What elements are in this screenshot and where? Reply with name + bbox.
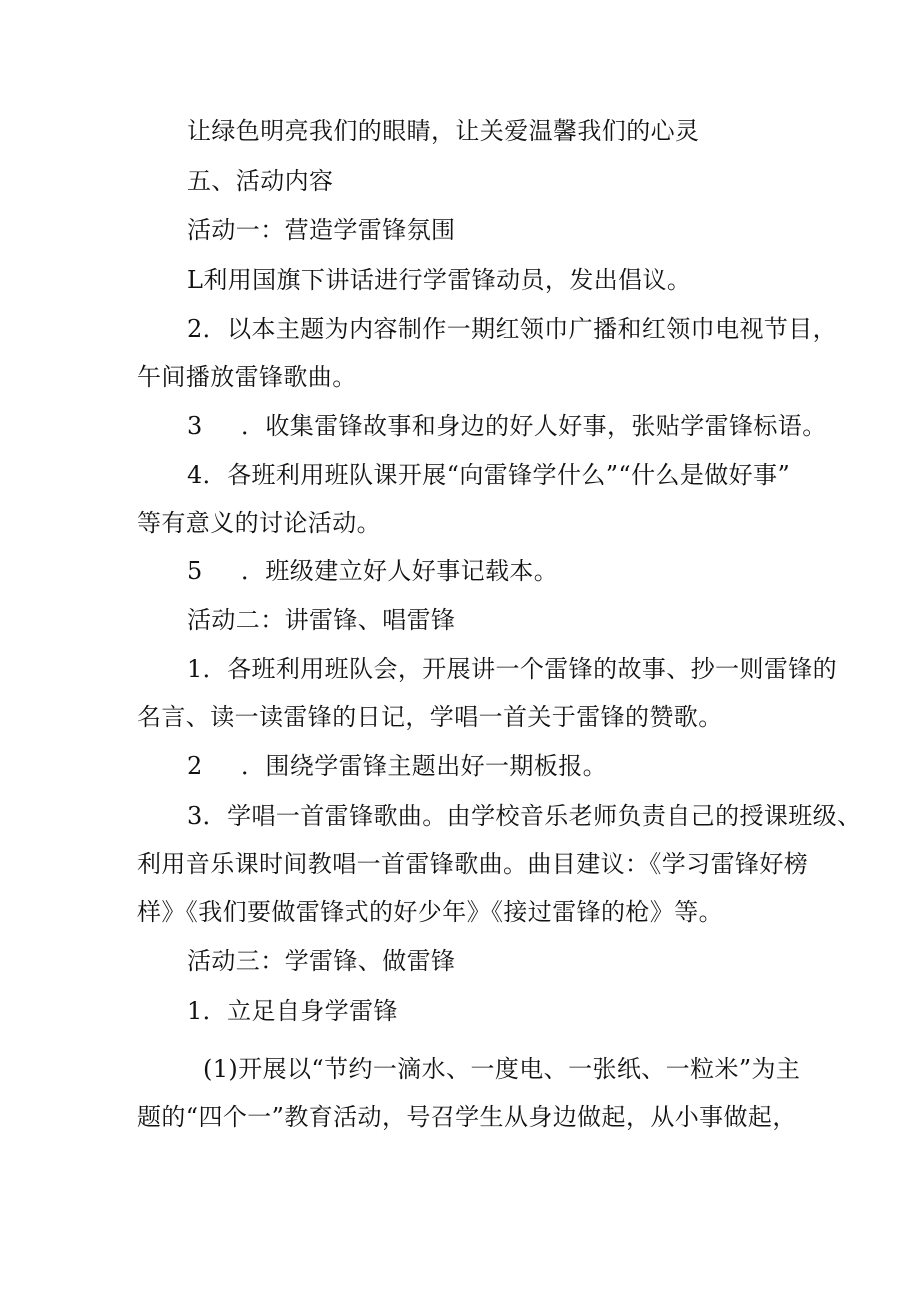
activity-two-item-1-continued: 名言、读一读雷锋的日记，学唱一首关于雷锋的赞歌。 [137,703,723,731]
activity-one-item-1: L利用国旗下讲话进行学雷锋动员，发出倡议。 [187,266,692,294]
activity-one-item-5-number: 5 [187,557,203,585]
activity-one-item-5-text: ．班级建立好人好事记载本。 [241,557,559,585]
activity-two-item-3-continued-b: 样》《我们要做雷锋式的好少年》《接过雷锋的枪》等。 [137,898,723,926]
activity-one-item-2: 2．以本主题为内容制作一期红领巾广播和红领巾电视节目， [187,315,838,343]
paragraph-slogan: 让绿色明亮我们的眼睛，让关爱温馨我们的心灵 [187,117,700,145]
activity-two-heading: 活动二：讲雷锋、唱雷锋 [187,606,456,634]
activity-two-item-3: 3．学唱一首雷锋歌曲。由学校音乐老师负责自己的授课班级、 [187,802,862,830]
activity-two-item-3-continued-a: 利用音乐课时间教唱一首雷锋歌曲。曲目建议：《学习雷锋好榜 [137,850,809,878]
activity-one-heading: 活动一：营造学雷锋氛围 [187,216,456,244]
activity-one-item-3-number: 3 [187,412,203,440]
activity-two-item-2-number: 2 [187,752,203,780]
activity-three-heading: 活动三：学雷锋、做雷锋 [187,947,456,975]
activity-two-item-1: 1．各班利用班队会，开展讲一个雷锋的故事、抄一则雷锋的 [187,655,838,683]
activity-one-item-4: 4．各班利用班队课开展“向雷锋学什么”“什么是做好事” [187,461,791,489]
section-heading-activity-content: 五、活动内容 [187,167,334,195]
activity-one-item-4-continued: 等有意义的讨论活动。 [137,509,381,537]
activity-three-item-1: 1．立足自身学雷锋 [187,997,398,1025]
activity-two-item-2-text: ．围绕学雷锋主题出好一期板报。 [241,752,607,780]
activity-one-item-3-text: ．收集雷锋故事和身边的好人好事，张贴学雷锋标语。 [241,412,827,440]
activity-one-item-2-continued: 午间播放雷锋歌曲。 [137,363,357,391]
activity-three-subitem-1: (1)开展以“节约一滴水、一度电、一张纸、一粒米”为主 [203,1055,801,1083]
activity-three-subitem-1-continued: 题的“四个一”教育活动，号召学生从身边做起，从小事做起， [137,1103,797,1131]
